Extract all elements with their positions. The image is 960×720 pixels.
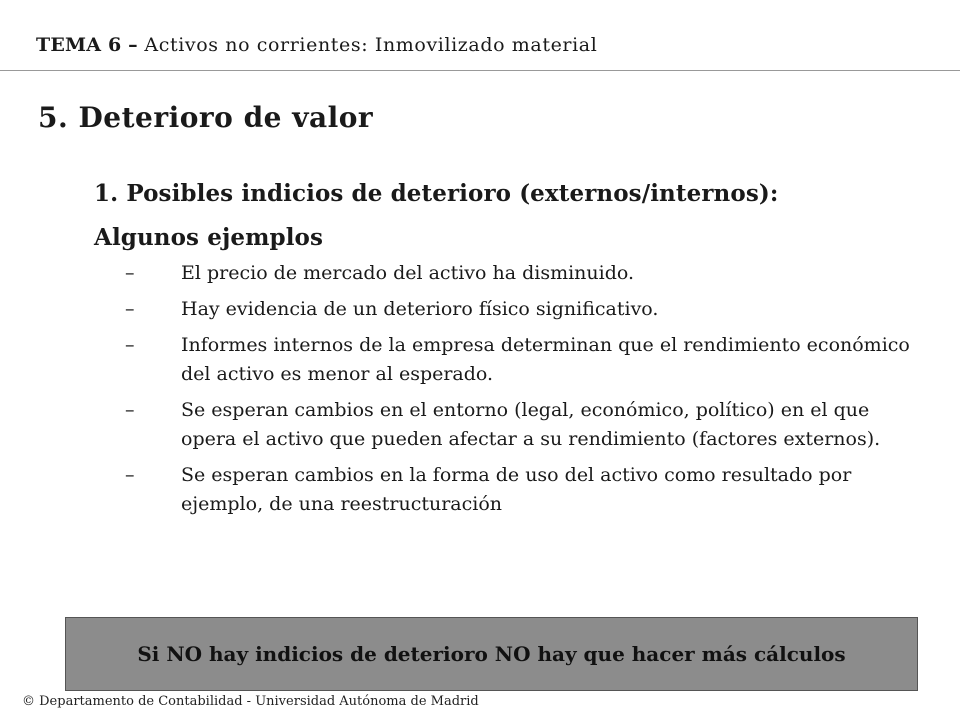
subheading [94, 172, 914, 260]
bullet-text: Se esperan cambios en el entorno (legal, económico, político) en el que opera el activo que pueden afectar a su rendimiento (factores externos). [181, 399, 881, 450]
conclusion-callout [65, 617, 918, 691]
bullet-text: Hay evidencia de un deterioro físico significativo. [181, 298, 659, 320]
bullet-dash: – [125, 298, 135, 320]
slide-header [36, 34, 597, 56]
bullet-text: El precio de mercado del activo ha disminuido. [181, 262, 635, 284]
header-divider [0, 70, 960, 71]
bullet-dash: – [125, 262, 135, 284]
bullet-dash: – [125, 399, 135, 421]
bullet-item [125, 331, 925, 389]
bullet-dash: – [125, 464, 135, 486]
bullet-dash: – [125, 334, 135, 356]
section-title: 5. Deterioro de valor [38, 101, 374, 134]
bullet-item [125, 295, 925, 324]
topic-title: Activos no corrientes: Inmovilizado material [144, 34, 598, 56]
callout-text: Si NO hay indicios de deterioro NO hay que hacer más cálculos [137, 642, 846, 666]
bullet-item [125, 461, 925, 519]
bullet-item [125, 259, 925, 288]
bullet-text: Informes internos de la empresa determinan que el rendimiento económico del activo es menor al esperado. [181, 334, 910, 385]
bullet-item [125, 396, 925, 454]
header-separator: – [128, 34, 138, 56]
subheading-line-1: 1. Posibles indicios de deterioro (externos/internos): [94, 180, 779, 207]
bullet-text: Se esperan cambios en la forma de uso del activo como resultado por ejemplo, de una reestructuración [181, 464, 852, 515]
footer-credit: © Departamento de Contabilidad - Universidad Autónoma de Madrid [22, 694, 479, 709]
subheading-line-2: Algunos ejemplos [94, 224, 324, 251]
bullet-list [125, 259, 925, 526]
topic-number: TEMA 6 [36, 34, 122, 56]
